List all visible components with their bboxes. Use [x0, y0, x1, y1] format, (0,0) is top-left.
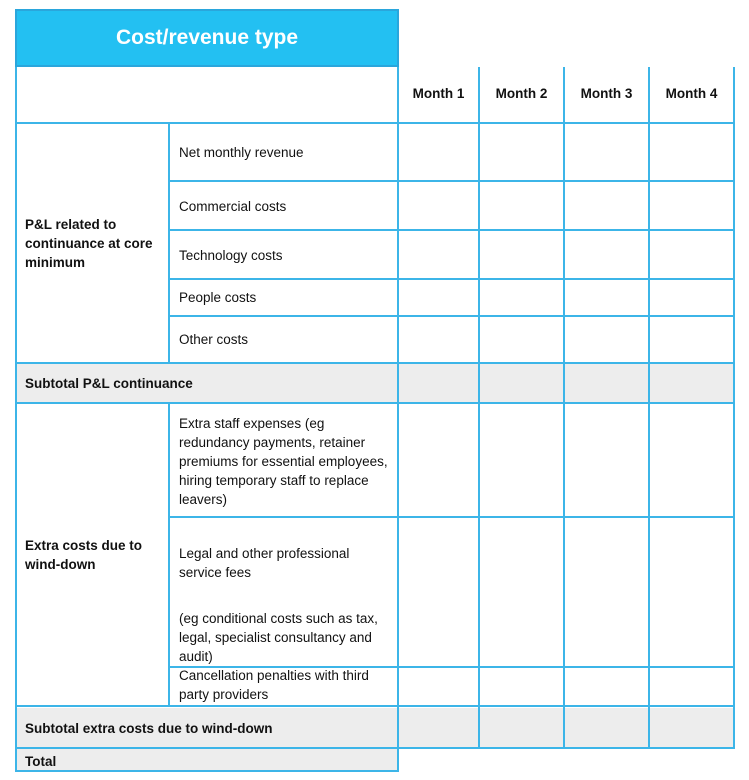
- row-label-net-monthly-revenue: Net monthly revenue: [179, 145, 304, 160]
- month-header-3: Month 3: [580, 86, 633, 101]
- subtotal-extra-label: Subtotal extra costs due to wind-down: [25, 721, 273, 736]
- grid-line: [15, 362, 735, 364]
- grid-line: [168, 123, 170, 363]
- total-row: [17, 749, 397, 771]
- grid-line: [168, 229, 735, 231]
- row-label-legal-note: (eg conditional costs such as tax, legal, specialist consultancy and audit): [179, 611, 378, 664]
- month-header-2: Month 2: [495, 86, 548, 101]
- grid-line: [15, 747, 735, 749]
- row-label-legal-fees: Legal and other professional service fees: [179, 546, 350, 580]
- grid-line: [15, 67, 17, 772]
- grid-line: [15, 402, 735, 404]
- grid-line: [168, 315, 735, 317]
- row-label-commercial-costs: Commercial costs: [179, 199, 287, 214]
- row-label-cancellation: Cancellation penalties with third party providers: [179, 668, 369, 702]
- group-label-extra: Extra costs due to wind-down: [25, 538, 143, 572]
- row-label-technology-costs: Technology costs: [179, 248, 283, 263]
- grid-line: [168, 180, 735, 182]
- table-title-cell: [15, 9, 399, 67]
- grid-line: [563, 67, 565, 748]
- total-label: Total: [25, 754, 57, 769]
- row-label-other-costs: Other costs: [179, 332, 249, 347]
- table-title: Cost/revenue type: [115, 26, 299, 49]
- month-header-1: Month 1: [412, 86, 465, 101]
- row-label-people-costs: People costs: [179, 290, 257, 305]
- grid-line: [168, 516, 735, 518]
- row-label-extra-staff: Extra staff expenses (eg redundancy payments, retainer premiums for essential employees, hiring temporary staff to replace leavers): [179, 416, 388, 507]
- grid-line: [648, 67, 650, 748]
- subtotal-pl-label: Subtotal P&L continuance: [25, 376, 193, 391]
- grid-line: [15, 705, 735, 707]
- grid-line: [15, 122, 735, 124]
- grid-line: [15, 770, 399, 772]
- grid-line: [168, 278, 735, 280]
- grid-line: [478, 67, 480, 748]
- month-header-4: Month 4: [665, 86, 718, 101]
- grid-line: [733, 67, 735, 748]
- grid-line: [168, 404, 170, 707]
- group-label-pl: P&L related to continuance at core minimum: [25, 217, 153, 270]
